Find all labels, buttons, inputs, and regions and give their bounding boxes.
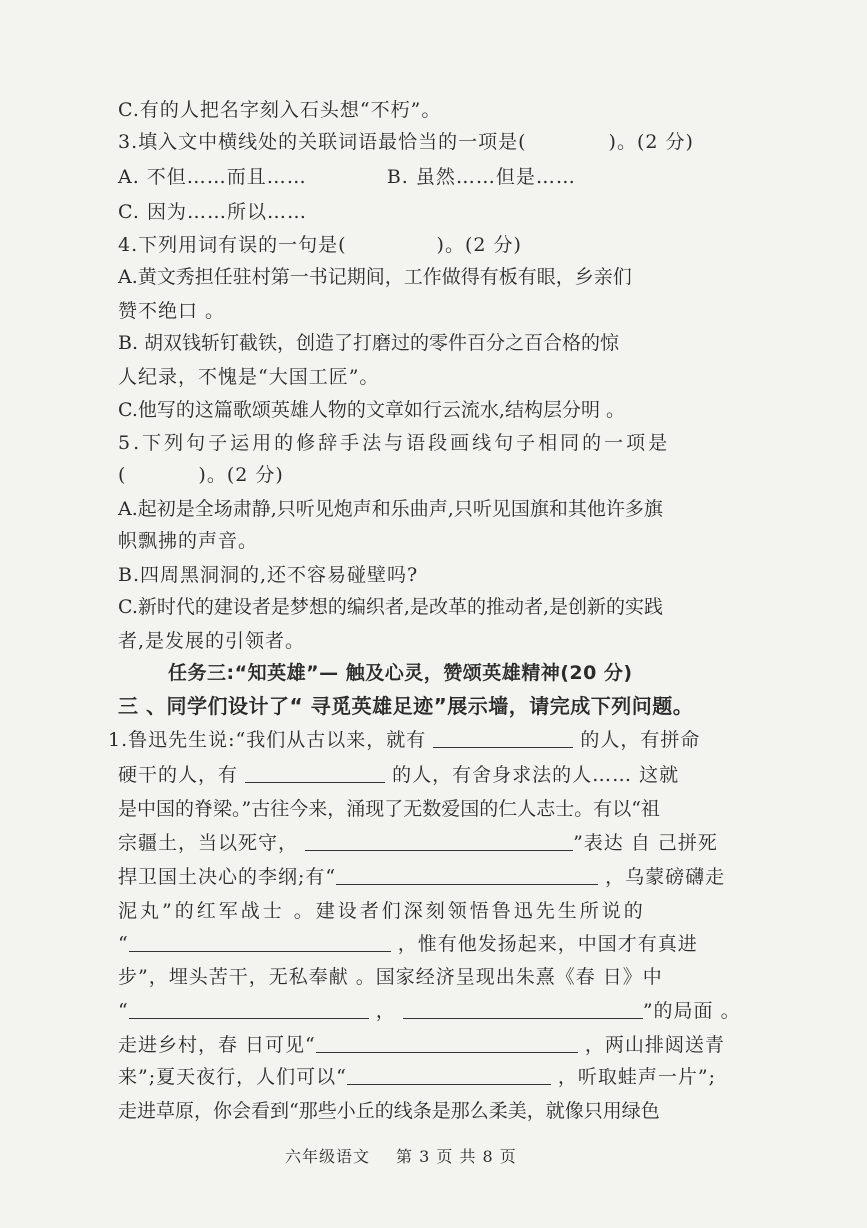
q4-option-b-line1: B. 胡双钱斩钉截铁，创造了打磨过的零件百分之百合格的惊 (118, 332, 620, 354)
q1-text-2b: 的人，有舍身求法的人…… 这就 (392, 764, 680, 786)
q1-line-7 (118, 929, 698, 956)
q5-option-b: B.四周黑洞洞的,还不容易碰壁吗? (118, 564, 419, 586)
q1-text-7b: ，惟有他发扬起来，中国才有真进 (397, 933, 698, 955)
option-c-q2: C.有的人把名字刻入石头想“不朽”。 (118, 99, 442, 121)
q1-text-11b: ，听取蛙声一片”; (557, 1066, 717, 1088)
q5-option-c-line2: 者,是发展的引领者。 (118, 630, 306, 652)
q4-option-a-line2: 赞不绝口 。 (118, 300, 226, 322)
q3-options-ab (118, 162, 576, 189)
question-3 (118, 127, 694, 154)
q4-option-a-line1: A.黄文秀担任驻村第一书记期间，工作做得有板有眼，乡亲们 (118, 266, 632, 288)
answer-blank-2[interactable] (245, 764, 385, 783)
answer-blank-3[interactable] (305, 832, 573, 851)
q3-option-a: A. 不但……而且…… (118, 166, 307, 188)
question-3-score: )。(2 分) (608, 131, 694, 153)
q1-text-4b: ”表达 自 己拼死 (573, 832, 718, 854)
q1-line-3: 是中国的脊梁。”古往今来，涌现了无数爱国的仁人志士。有以“祖 (118, 798, 660, 820)
q1-text-5b: ，乌蒙磅礴走 (605, 866, 726, 888)
q1-text-9b: ， (375, 1000, 396, 1022)
q1-line-4 (118, 828, 718, 855)
question-5: 5.下列句子运用的修辞手法与语段画线句子相同的一项是 (118, 432, 671, 454)
q1-line-10 (118, 1030, 725, 1057)
question-4-text: 4.下列用词有误的一句是( (118, 234, 347, 256)
question-5-answer (118, 460, 284, 487)
q1-line-11 (118, 1062, 716, 1089)
task-three-title: 任务三:“知英雄”— 触及心灵，赞颂英雄精神(20 分) (168, 662, 633, 684)
q1-text-4a: 宗疆土，当以死守， (118, 832, 299, 854)
q1-line-12: 走进草原，你会看到“那些小丘的线条是那么柔美，就像只用绿色 (118, 1100, 660, 1122)
q1-line-2 (118, 760, 679, 787)
q4-option-c: C.他写的这篇歌颂英雄人物的文章如行云流水,结构层分明 。 (118, 399, 625, 421)
q1-line-5 (118, 862, 725, 889)
footer-subject: 六年级语文 (285, 1147, 371, 1166)
answer-blank-4[interactable] (336, 866, 598, 885)
q1-line-8: 步”，埋头苦干，无私奉献 。国家经济呈现出朱熹《春 日》中 (118, 966, 663, 988)
q1-line-1 (108, 725, 700, 752)
answer-blank-9[interactable] (347, 1066, 551, 1085)
q1-text-9a: “ (118, 1000, 129, 1022)
answer-blank-8[interactable] (316, 1034, 578, 1053)
answer-blank-7[interactable] (403, 1000, 643, 1019)
q1-text-7a: “ (118, 933, 129, 955)
q1-text-2a: 硬干的人，有 (118, 764, 239, 786)
question-5-score: )。(2 分) (198, 464, 284, 486)
q1-text-1a: 1.鲁迅先生说:“我们从古以来，就有 (108, 729, 427, 751)
q1-text-10a: 走进乡村，春 日可见“ (118, 1034, 316, 1056)
footer-page-number: 第 3 页 共 8 页 (396, 1147, 517, 1166)
answer-blank-1[interactable] (433, 729, 573, 748)
q5-option-c-line1: C.新时代的建设者是梦想的编织者,是改革的推动者,是创新的实践 (118, 596, 663, 618)
q1-text-11a: 来”;夏天夜行，人们可以“ (118, 1066, 347, 1088)
q4-option-b-line2: 人纪录，不愧是“大国工匠”。 (118, 366, 380, 388)
q1-text-10b: ，两山排闼送青 (584, 1034, 725, 1056)
q3-option-b: B. 虽然……但是…… (386, 166, 576, 188)
q1-line-9 (118, 996, 741, 1023)
q1-text-1b: 的人，有拼命 (580, 729, 701, 751)
question-3-text: 3.填入文中横线处的关联词语最恰当的一项是( (118, 131, 527, 153)
section-three-title: 三 、同学们设计了“ 寻觅英雄足迹”展示墙，请完成下列问题。 (118, 694, 694, 718)
q3-option-c: C. 因为……所以…… (118, 201, 307, 223)
question-4 (118, 230, 522, 257)
answer-blank-5[interactable] (129, 933, 391, 952)
q5-option-a-line2: 帜飘拂的声音。 (118, 530, 259, 552)
question-4-score: )。(2 分) (436, 234, 522, 256)
answer-blank-6[interactable] (129, 1000, 369, 1019)
q1-text-9c: ”的局面 。 (642, 1000, 741, 1022)
q1-line-6: 泥丸”的红军战士 。建设者们深刻领悟鲁迅先生所说的 (118, 900, 646, 922)
q1-text-5a: 捍卫国土决心的李纲;有“ (118, 866, 337, 888)
q5-option-a-line1: A.起初是全场肃静,只听见炮声和乐曲声,只听见国旗和其他许多旗 (118, 498, 663, 520)
page-footer (285, 1144, 517, 1167)
q5-paren-open: ( (118, 464, 127, 486)
